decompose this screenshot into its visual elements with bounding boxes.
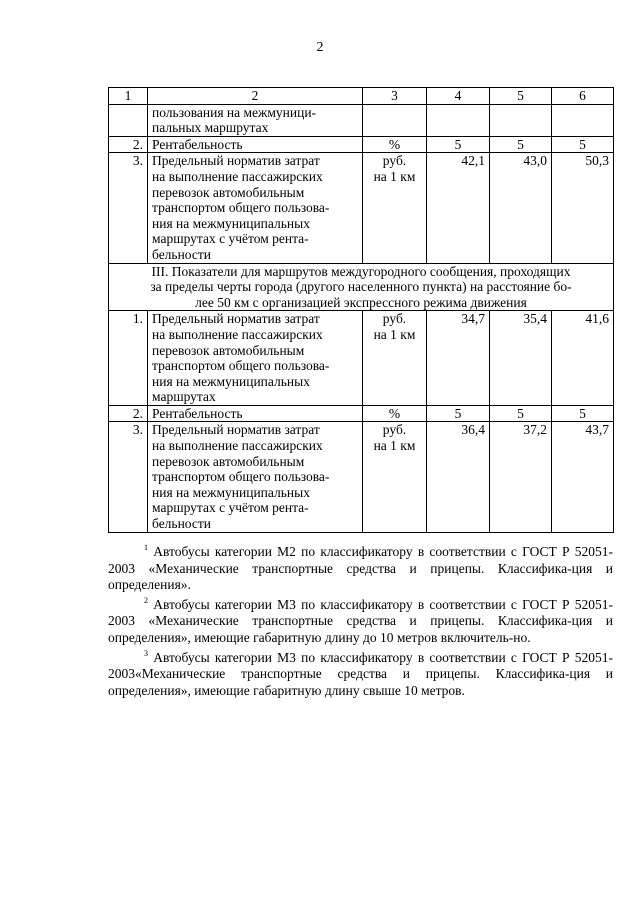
table-row: [109, 311, 614, 406]
unit-cell: руб. на 1 км: [363, 311, 427, 406]
unit-cell: руб. на 1 км: [363, 422, 427, 532]
value-cell: 5: [490, 405, 552, 422]
value-cell: 42,1: [427, 153, 490, 263]
row-number: 3.: [109, 153, 148, 263]
value-cell: 37,2: [490, 422, 552, 532]
unit-cell: %: [363, 136, 427, 153]
page-number: 2: [316, 40, 324, 55]
table-row: [109, 422, 614, 532]
header-cell: 5: [490, 88, 552, 105]
section-title: III. Показатели для маршрутов междугородного сообщения, проходящих за пределы черты города (другого населенного пункта) на расстояние бо- лее 50 км с организацией экспрессного режима движения: [109, 263, 614, 311]
footnote: [108, 597, 613, 647]
value-cell: 5: [427, 405, 490, 422]
value-cell: 5: [552, 136, 614, 153]
footnote-text: Автобусы категории M3 по классификатору в соответствии с ГОСТ Р 52051-2003«Механические транспортные средства и прицепы. Классифика-ция и определения», имеющие габаритную длину свыше 10 метров.: [108, 649, 613, 698]
header-cell: 2: [148, 88, 363, 105]
header-cell: 4: [427, 88, 490, 105]
unit-cell: %: [363, 405, 427, 422]
value-cell: 5: [427, 136, 490, 153]
value-cell: 41,6: [552, 311, 614, 406]
table-row: [109, 136, 614, 153]
value-cell: 36,4: [427, 422, 490, 532]
row-number: 2.: [109, 136, 148, 153]
unit-cell: руб. на 1 км: [363, 153, 427, 263]
indicator-name: Предельный норматив затрат на выполнение пассажирских перевозок автомобильным транспортом общего пользова- ния на межмуниципальных маршрутах с учётом рента- бельности: [148, 153, 363, 263]
value-cell: 43,0: [490, 153, 552, 263]
table-row: [109, 153, 614, 263]
footnote-text: Автобусы категории M2 по классификатору в соответствии с ГОСТ Р 52051-2003 «Механические транспортные средства и прицепы. Классифика-ция и определения».: [108, 544, 613, 593]
indicators-table: [108, 87, 614, 533]
table-header-row: [109, 88, 614, 105]
indicator-name: Предельный норматив затрат на выполнение пассажирских перевозок автомобильным транспортом общего пользова- ния на межмуниципальных маршрутах: [148, 311, 363, 406]
header-cell: 3: [363, 88, 427, 105]
indicator-name: Рентабельность: [148, 136, 363, 153]
row-number: 1.: [109, 311, 148, 406]
footnote-text: Автобусы категории M3 по классификатору в соответствии с ГОСТ Р 52051-2003 «Механические транспортные средства и прицепы. Классифика-ция и определения», имеющие габаритную длину до 10 метров включитель-но.: [108, 596, 613, 645]
indicator-name: Предельный норматив затрат на выполнение пассажирских перевозок автомобильным транспортом общего пользова- ния на межмуниципальных маршрутах с учётом рента- бельности: [148, 422, 363, 532]
indicator-name: Рентабельность: [148, 405, 363, 422]
value-cell: 5: [552, 405, 614, 422]
indicator-name: пользования на межмуници- пальных маршрутах: [148, 104, 363, 136]
footnote-mark: 2: [144, 595, 148, 605]
section-header-row: [109, 263, 614, 311]
value-cell: 50,3: [552, 153, 614, 263]
footnote: [108, 544, 613, 594]
value-cell: 34,7: [427, 311, 490, 406]
row-number: 2.: [109, 405, 148, 422]
footnote-mark: 1: [144, 543, 148, 552]
header-cell: 1: [109, 88, 148, 105]
row-number: 3.: [109, 422, 148, 532]
footnote-mark: 3: [144, 648, 148, 658]
footnotes: [108, 544, 613, 699]
value-cell: 35,4: [490, 311, 552, 406]
header-cell: 6: [552, 88, 614, 105]
table-row: [109, 405, 614, 422]
footnote: [108, 650, 613, 700]
value-cell: 5: [490, 136, 552, 153]
value-cell: 43,7: [552, 422, 614, 532]
table-row: [109, 104, 614, 136]
